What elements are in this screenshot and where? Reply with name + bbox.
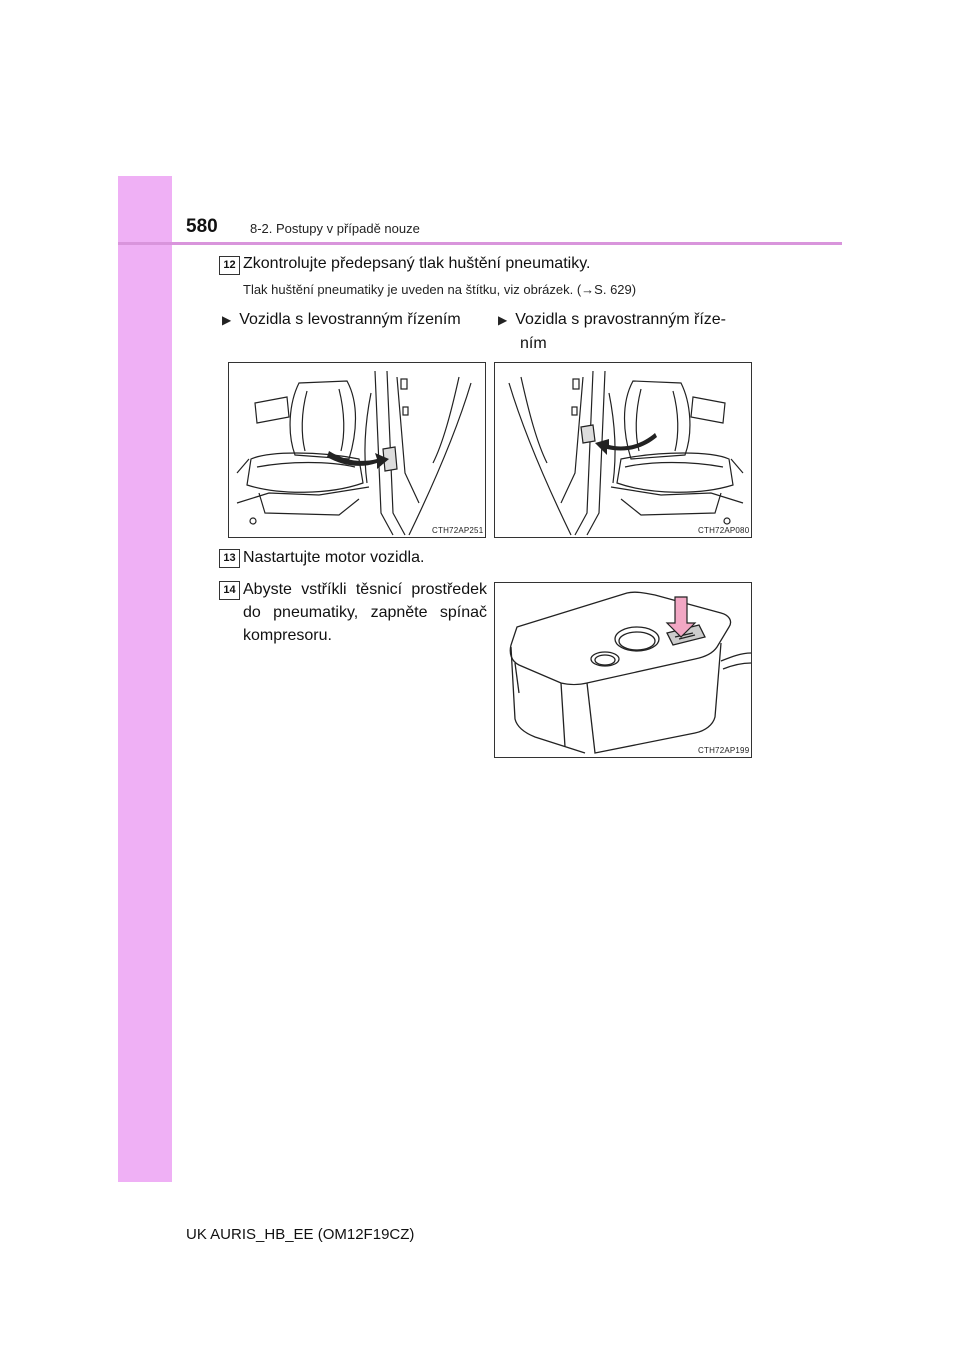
- step-13-text: Nastartujte motor vozidla.: [243, 549, 425, 566]
- section-title: 8-2. Postupy v případě nouze: [250, 221, 420, 236]
- triangle-marker-icon: ▶: [222, 313, 232, 327]
- variant-rhd-text-line1: Vozidla s pravostranným říze-: [515, 311, 726, 328]
- page-number: 580: [186, 216, 218, 237]
- triangle-marker-icon: ▶: [498, 313, 508, 327]
- door-pillar-lhd-illustration: [229, 363, 485, 537]
- figure-code-rhd: CTH72AP080: [698, 526, 750, 535]
- variant-rhd-text-line2: ním: [520, 335, 547, 352]
- door-pillar-rhd-illustration: [495, 363, 751, 537]
- variant-rhd-label: [498, 308, 748, 355]
- figure-lhd-door-pillar: [228, 362, 486, 538]
- variant-lhd-text: Vozidla s levostranným řízením: [239, 311, 461, 328]
- document-id-footer: UK AURIS_HB_EE (OM12F19CZ): [186, 1226, 415, 1243]
- figure-compressor-switch: [494, 582, 752, 758]
- variant-lhd-label: [222, 308, 461, 332]
- figure-code-lhd: CTH72AP251: [432, 526, 484, 535]
- step-14-text: Abyste vstříkli těsnicí prostředek do pneumatiky, zapněte spínač kompresoru.: [243, 581, 487, 644]
- chapter-sidebar-tab: [118, 176, 172, 1182]
- figure-code-compressor: CTH72AP199: [698, 746, 750, 755]
- step-badge-13: 13: [219, 549, 240, 568]
- step-badge-12: 12: [219, 256, 240, 275]
- figure-rhd-door-pillar: [494, 362, 752, 538]
- header-rule: [118, 242, 842, 245]
- compressor-illustration: [495, 583, 751, 757]
- step-badge-14: 14: [219, 581, 240, 600]
- step-12-text: Zkontrolujte předepsaný tlak huštění pneumatiky.: [243, 255, 591, 272]
- tire-pressure-note: Tlak huštění pneumatiky je uveden na štítku, viz obrázek. (→S. 629): [243, 282, 637, 297]
